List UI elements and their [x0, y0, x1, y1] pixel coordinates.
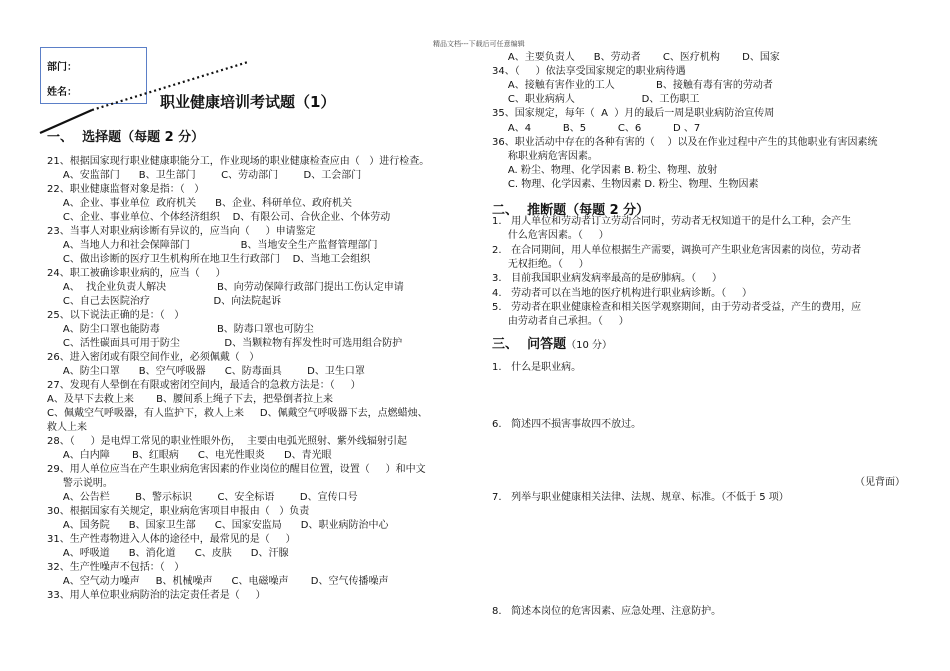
question-line: 救人上来: [47, 422, 87, 433]
question-line: 25、以下说法正确的是：（ ）: [47, 310, 185, 321]
question-line: C、活性碳面具可用于防尘 D、当颗粒物有挥发性时可选用组合防护: [47, 338, 403, 349]
judge-line: 由劳动者自己承担。（ ）: [492, 316, 629, 328]
question-line: 21、根据国家现行职业健康职能分工，作业现场的职业健康检查应由（ ）进行检查。: [47, 156, 430, 167]
question-line: C、做出诊断的医疗卫生机构所在地卫生行政部门 D、当地工会组织: [47, 254, 371, 265]
judge-line: 什么危害因素。（ ）: [492, 230, 609, 242]
question-line: A、防尘口罩也能防毒 B、防毒口罩也可防尘: [47, 324, 314, 335]
question-line: A、当地人力和社会保障部门 B、当地安全生产监督管理部门: [47, 240, 378, 251]
question-line: 32、生产性噪声不包括：（ ）: [47, 562, 185, 573]
question-line: 28、（ ）是电焊工常见的职业性眼外伤， 主要由电弧光照射、紫外线辐射引起: [47, 436, 407, 447]
question-line: 30、根据国家有关规定，职业病危害项目申报由（ ）负责: [47, 506, 310, 517]
judge-line: 4. 劳动者可以在当地的医疗机构进行职业病诊断。（ ）: [492, 287, 752, 299]
section-qa-heading: [492, 337, 612, 354]
question-line: A、主要负责人 B、劳动者 C、医疗机构 D、国家: [492, 52, 780, 63]
question-line: 33、用人单位职业病防治的法定责任者是（ ）: [47, 590, 266, 601]
question-line: C、企业、事业单位、个体经济组织 D、有限公司、合伙企业、个体劳动: [47, 212, 391, 223]
qa-question-6: 6. 简述四不损害事故四不放过。: [492, 419, 642, 430]
qa-question-8: 8. 简述本岗位的危害因素、应急处理、注意防护。: [492, 606, 722, 617]
qa-question-7: 7. 列举与职业健康相关法律、法规、规章、标准。（不低于 5 项）: [492, 492, 789, 503]
question-line: 36、职业活动中存在的各种有害的（ ）以及在作业过程中产生的其他职业有害因素统: [492, 136, 878, 148]
question-line: 24、职工被确诊职业病的，应当（ ）: [47, 268, 226, 279]
exam-title: 职业健康培训考试题（1）: [160, 93, 336, 111]
section-number: 一、: [47, 130, 74, 145]
turn-over-note: （见背面）: [855, 477, 905, 488]
department-label: 部门：: [47, 62, 77, 73]
question-line: C、佩戴空气呼吸器，有人监护下，救人上来 D、佩戴空气呼吸器下去，点燃蜡烛、: [47, 408, 428, 419]
section-title: 问答题: [527, 337, 567, 352]
question-line: A、防尘口罩 B、空气呼吸器 C、防毒面具 D、卫生口罩: [47, 366, 365, 377]
qa-question-1: 1. 什么是职业病。: [492, 362, 582, 373]
judge-line: 2. 在合同期间，用人单位根据生产需要，调换可产生职业危害因素的岗位，劳动者: [492, 244, 862, 256]
question-line: A、4 B、5 C、6 D 、7: [492, 122, 701, 134]
section-number: 二、: [492, 203, 519, 218]
question-line: 35、国家规定，每年（ A ）月的最后一周是职业病防治宣传周: [492, 108, 775, 120]
question-line: A、企业、事业单位 政府机关 B、企业、科研单位、政府机关: [47, 198, 353, 209]
question-line: 29、用人单位应当在产生职业病危害因素的作业岗位的醒目位置，设置（ ）和中文: [47, 464, 426, 475]
question-line: A、国务院 B、国家卫生部 C、国家安监局 D、职业病防治中心: [47, 520, 389, 531]
question-line: 26、进入密闭或有限空间作业，必须佩戴（ ）: [47, 352, 260, 363]
section-choice-heading: [47, 130, 204, 146]
judge-line: 5. 劳动者在职业健康检查和相关医学观察期间，由于劳动者受益，产生的费用，应: [492, 301, 862, 313]
question-line: C. 物理、化学因素、生物因素 D. 粉尘、物理、生物因素: [492, 178, 759, 190]
question-line: 34、（ ）依法享受国家规定的职业病待遇: [492, 66, 686, 78]
question-line: C、自己去医院治疗 D、向法院起诉: [47, 296, 282, 307]
question-line: A、空气动力噪声 B、机械噪声 C、电磁噪声 D、空气传播噪声: [47, 576, 389, 587]
judge-line: 1. 用人单位和劳动者订立劳动合同时，劳动者无权知道干的是什么工种，会产生: [492, 216, 852, 227]
question-line: 警示说明。: [47, 478, 113, 489]
section-number: 三、: [492, 337, 519, 352]
question-line: A、 找企业负责人解决 B、向劳动保障行政部门提出工伤认定申请: [47, 282, 404, 293]
question-line: A. 粉尘、物理、化学因素 B. 粉尘、物理、放射: [492, 164, 718, 176]
question-line: C、职业病病人 D、工伤职工: [492, 94, 700, 106]
section-title: 选择题（每题 2 分）: [82, 130, 205, 145]
question-line: 22、职业健康监督对象是指：（ ）: [47, 184, 205, 195]
section-title: 推断题（每题 2 分）: [527, 203, 650, 218]
question-line: A、白内障 B、红眼病 C、电光性眼炎 D、青光眼: [47, 450, 332, 461]
question-line: 27、发现有人晕倒在有限或密闭空间内，最适合的急救方法是：（ ）: [47, 380, 361, 391]
section-points: （10 分）: [566, 340, 612, 351]
name-label: 姓名：: [47, 87, 77, 98]
question-line: 称职业病危害因素。: [492, 150, 598, 162]
question-line: 31、生产性毒物进入人体的途径中，最常见的是（ ）: [47, 534, 296, 545]
judge-line: 3. 目前我国职业病发病率最高的是矽肺病。（ ）: [492, 273, 722, 285]
question-line: A、安监部门 B、卫生部门 C、劳动部门 D、工会部门: [47, 170, 362, 181]
judge-line: 无权拒绝。（ ）: [492, 258, 589, 270]
header-note: 精品文档---下载后可任意编辑: [433, 40, 525, 48]
question-line: A、公告栏 B、警示标识 C、安全标语 D、宣传口号: [47, 492, 358, 503]
question-line: 23、当事人对职业病诊断有异议的，应当向（ ）申请鉴定: [47, 226, 316, 237]
question-line: A、及早下去救上来 B、腰间系上绳子下去，把晕倒者拉上来: [47, 394, 333, 405]
question-line: A、接触有害作业的工人 B、接触有毒有害的劳动者: [492, 80, 773, 92]
question-line: A、呼吸道 B、消化道 C、皮肤 D、汗腺: [47, 548, 289, 559]
